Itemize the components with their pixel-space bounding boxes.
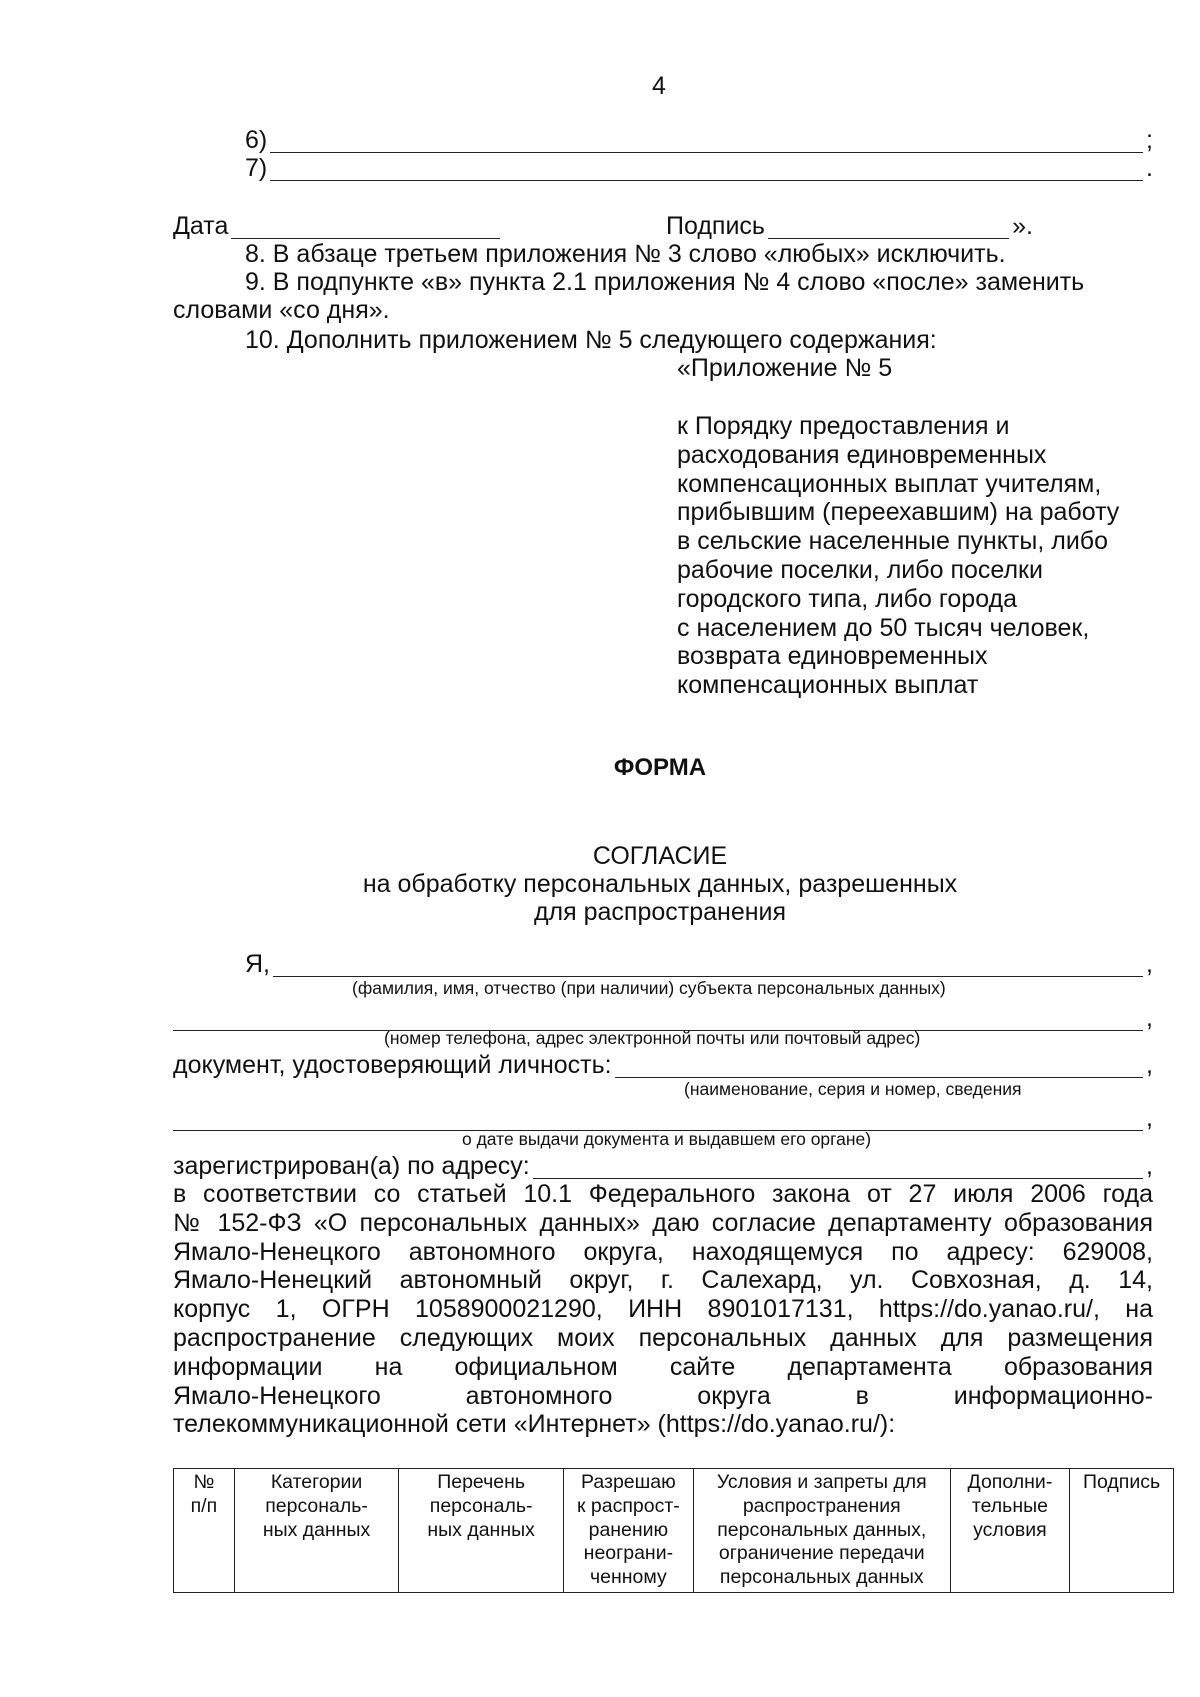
document-comma: , [1146,1051,1153,1079]
appendix-line: в сельские населенные пункты, либо [677,527,1109,556]
signature-field [666,212,1033,241]
col-categories: Категории персональ- ных данных [234,1469,399,1593]
contact-blank-line[interactable] [173,1005,1143,1031]
item-7-blank-line[interactable] [270,155,1143,181]
item-6-number: 6) [245,126,268,154]
body-line: информации на официальном сайте департамента образования [173,1352,1153,1381]
appendix-line: расходования единовременных [677,440,1047,469]
form-label: ФОРМА [613,754,707,781]
item-7-number: 7) [245,154,268,182]
amendment-10: 10. Дополнить приложением № 5 следующего содержания: [245,326,937,354]
signature-label: Подпись [666,212,765,240]
body-line: в соответствии со статьей 10.1 Федерального закона от 27 июля 2006 года [173,1180,1153,1208]
consent-subtitle-line-1: на обработку персональных данных, разрешенных [362,870,958,898]
body-line: Ямало-Ненецкого автономного округа, находящемуся по адресу: 629008, [173,1237,1153,1266]
document-blank-line[interactable] [615,1052,1143,1078]
item-7-terminator: . [1146,154,1153,182]
body-line: № 152-ФЗ «О персональных данных» даю согласие департаменту образования [173,1208,1153,1237]
item-6-blank-line[interactable] [270,127,1143,153]
consent-body [173,1180,1153,1439]
appendix-line: компенсационных выплат [677,671,979,700]
body-line-last: телекоммуникационной сети «Интернет» (https://do.yanao.ru/): [173,1410,896,1439]
date-label: Дата [173,212,229,240]
fio-field [245,950,1153,979]
ya-label: Я, [245,950,270,978]
body-line: Ямало-Ненецкий автономный округ, г. Салехард, ул. Совхозная, д. 14, [173,1266,1153,1295]
document-details-comma: , [1146,1104,1153,1132]
page-number: 4 [652,72,666,100]
appendix-line: к Порядку предоставления и [677,412,1010,440]
appendix-title: «Приложение № 5 [677,354,893,382]
document-field [173,1051,1153,1080]
appendix-line: прибывшим (переехавшим) на работу [677,498,1120,527]
contact-hint: (номер телефона, адрес электронной почты или почтовый адрес) [384,1028,921,1048]
fio-hint: (фамилия, имя, отчество (при наличии) субъекта персональных данных) [352,978,946,998]
table-header-row [174,1469,1174,1593]
body-line: Ямало-Ненецкого автономного округа в информационно- [173,1381,1153,1410]
body-line: распространение следующих моих персональных данных для размещения [173,1323,1153,1352]
contact-comma: , [1146,1004,1153,1032]
amendment-8: 8. В абзаце третьем приложения № 3 слово «любых» исключить. [245,240,1006,268]
appendix-line: компенсационных выплат учителям, [677,469,1102,498]
col-permission: Разрешаю к распрост- ранению неограни- ченному [563,1469,693,1593]
amendment-9-line-2: словами «со дня». [173,296,390,324]
appendix-line: рабочие поселки, либо поселки [677,555,1043,584]
appendix-description [677,412,1119,700]
list-item-7 [245,154,1153,183]
consent-title: СОГЛАСИЕ [592,842,728,870]
appendix-line: возврата единовременных [677,642,988,671]
consent-subtitle-line-2: для распространения [533,898,787,926]
amendment-9-line-1: 9. В подпункте «в» пункта 2.1 приложения № 4 слово «после» заменить [245,268,1085,296]
address-comma: , [1146,1152,1153,1180]
date-field [173,212,503,241]
signature-blank-line[interactable] [768,213,1009,239]
body-line: корпус 1, ОГРН 1058900021290, ИНН 8901017131, https://do.yanao.ru/, на [173,1295,1153,1324]
col-conditions: Условия и запреты для распространения персональных данных, ограничение передачи персональных данных [693,1469,950,1593]
consent-table [173,1468,1174,1593]
col-number: № п/п [174,1469,235,1593]
document-hint-2: о дате выдачи документа и выдавшем его органе) [462,1129,872,1149]
document-details-blank-line[interactable] [173,1105,1143,1131]
signature-terminator: ». [1012,212,1033,240]
address-field [173,1152,1153,1181]
address-blank-line[interactable] [533,1153,1143,1179]
registered-label: зарегистрирован(а) по адресу: [173,1152,530,1180]
appendix-line: городского типа, либо города [677,584,1018,613]
appendix-line: с населением до 50 тысяч человек, [677,613,1090,642]
fio-comma: , [1146,950,1153,978]
col-additional: Дополни- тельные условия [950,1469,1069,1593]
document-hint-1: (наименование, серия и номер, сведения [684,1079,1022,1099]
document-label: документ, удостоверяющий личность: [173,1051,612,1079]
date-blank-line[interactable] [231,213,500,239]
item-6-terminator: ; [1146,126,1153,154]
col-signature: Подпись [1070,1469,1174,1593]
fio-blank-line[interactable] [273,951,1143,977]
list-item-6 [245,126,1153,155]
col-list: Перечень персональ- ных данных [399,1469,564,1593]
